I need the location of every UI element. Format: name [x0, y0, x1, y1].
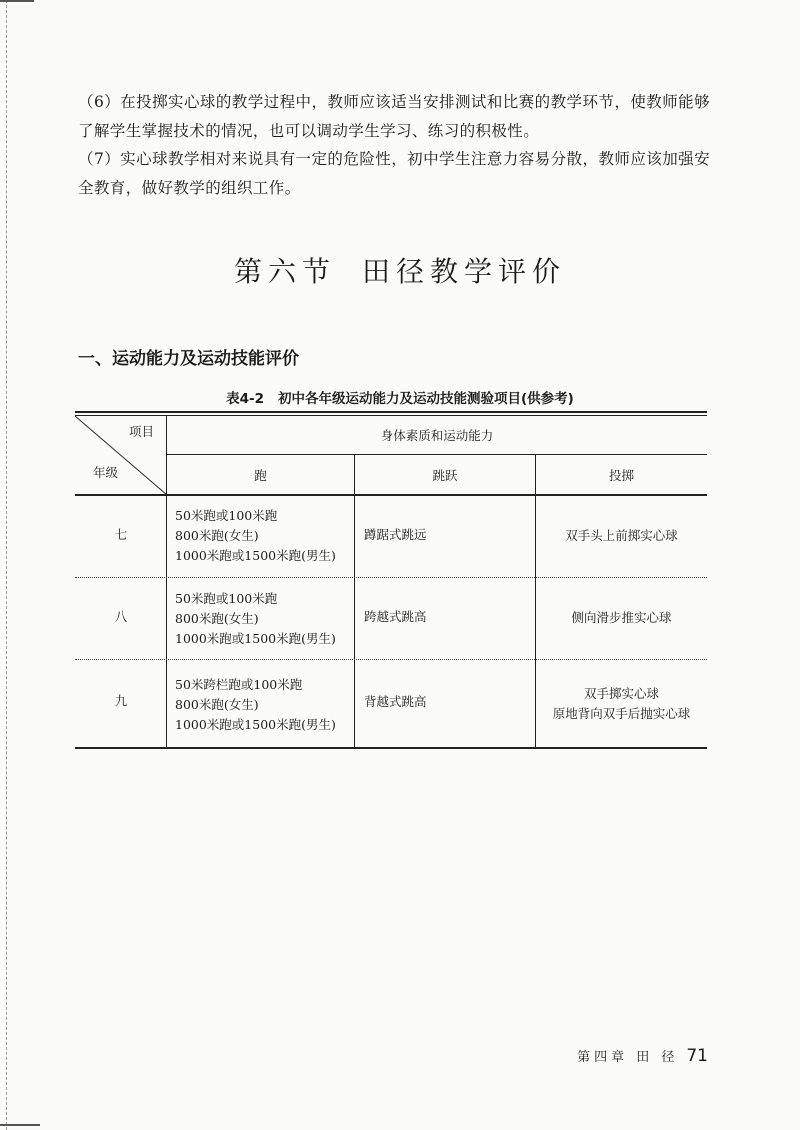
scan-corner-mark — [0, 0, 34, 10]
paragraph-6: （6）在投掷实心球的教学过程中，教师应该适当安排测试和比赛的教学环节，使教师能够了解学生掌握技术的情况，也可以调动学生学习、练习的积极性。 — [78, 93, 710, 140]
table-bottom-rule — [75, 747, 707, 749]
column-header-run: 跑 — [254, 468, 267, 483]
run-item: 800米跑(女生) — [175, 697, 259, 712]
section-number: 第六节 — [233, 255, 336, 288]
run-item: 50米跨栏跑或100米跑 — [175, 677, 303, 692]
table-caption — [0, 387, 800, 407]
corner-bottom-label: 年级 — [93, 465, 119, 480]
throw-item: 双手头上前掷实心球 — [565, 528, 678, 543]
section-title — [0, 250, 800, 290]
corner-top-label: 项目 — [129, 424, 155, 439]
table-top-rule — [75, 411, 707, 413]
run-cell — [175, 589, 336, 649]
footer-chapter: 第四章 田 径 — [577, 1050, 679, 1065]
paragraph-7: （7）实心球教学相对来说具有一定的危险性，初中学生注意力容易分散，教师应该加强安全教育，做好教学的组织工作。 — [78, 150, 710, 197]
table-header-rule — [75, 494, 707, 496]
run-item: 50米跑或100米跑 — [175, 591, 278, 606]
run-cell — [175, 675, 336, 735]
run-item: 1000米跑或1500米跑(男生) — [175, 717, 336, 732]
scan-edge — [6, 0, 7, 1130]
run-cell — [175, 506, 336, 566]
column-header-jump: 跳跃 — [432, 468, 458, 483]
throw-item: 原地背向双手后抛实心球 — [552, 706, 691, 721]
table-group-divider — [167, 454, 707, 455]
throw-cell — [536, 608, 707, 628]
jump-cell: 背越式跳高 — [364, 694, 427, 709]
group-header: 身体素质和运动能力 — [380, 428, 494, 443]
run-item: 1000米跑或1500米跑(男生) — [175, 548, 336, 563]
table-vline-run — [354, 454, 355, 748]
column-header-throw: 投掷 — [608, 468, 634, 483]
jump-cell: 蹲踞式跳远 — [364, 527, 427, 542]
grade-cell: 八 — [114, 609, 128, 624]
run-item: 800米跑(女生) — [175, 528, 259, 543]
evaluation-table — [75, 411, 707, 748]
throw-cell — [536, 526, 707, 546]
run-item: 800米跑(女生) — [175, 611, 259, 626]
grade-cell: 七 — [114, 527, 128, 542]
grade-cell: 九 — [114, 693, 128, 708]
table-caption-text: 初中各年级运动能力及运动技能测验项目(供参考) — [278, 391, 574, 407]
page-footer — [577, 1046, 708, 1066]
section-title-text: 田径教学评价 — [362, 255, 567, 288]
subheading: 一、运动能力及运动技能评价 — [78, 349, 299, 369]
throw-item: 双手掷实心球 — [583, 686, 659, 701]
run-item: 1000米跑或1500米跑(男生) — [175, 631, 336, 646]
table-row-divider — [75, 577, 707, 578]
table-row-divider — [75, 659, 707, 660]
table-top-rule-inner — [75, 415, 707, 416]
jump-cell: 跨越式跳高 — [364, 609, 427, 624]
page-number: 71 — [686, 1046, 708, 1066]
throw-cell — [536, 684, 707, 724]
table-caption-label: 表4-2 — [226, 391, 265, 407]
run-item: 50米跑或100米跑 — [175, 508, 278, 523]
throw-item: 侧向滑步推实心球 — [571, 610, 672, 625]
scan-bottom-mark — [0, 1124, 40, 1126]
